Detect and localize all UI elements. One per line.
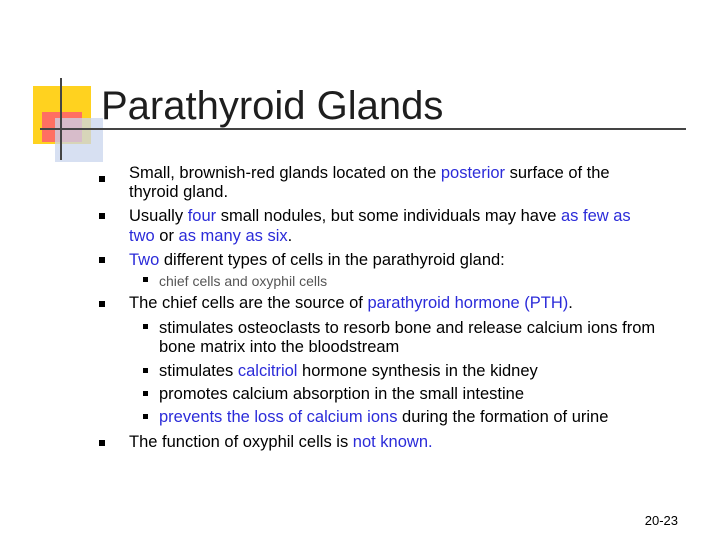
sub-bullet-marker [143, 414, 148, 419]
bullet-marker [99, 440, 105, 446]
text: surface of the [505, 164, 610, 182]
text: small nodules, but some individuals may have [216, 207, 561, 225]
bullet-3-sub-line [159, 271, 327, 291]
text: chief cells [159, 273, 221, 289]
text: thyroid gland. [129, 183, 229, 201]
bullet-4-sub-2-line [159, 361, 538, 381]
text: bone matrix into the bloodstream [159, 338, 400, 356]
bullet-1-line-2 [129, 182, 228, 202]
bullet-1-line-1 [129, 163, 610, 183]
highlight-text: calcitriol [237, 362, 298, 380]
bullet-marker [99, 257, 105, 263]
bullet-marker [99, 213, 105, 219]
text: and [220, 273, 252, 289]
text: different types of cells in the parathyroid gland: [159, 251, 505, 269]
highlight-text: as few as [560, 207, 631, 225]
text: or [154, 227, 179, 245]
highlight-text: posterior [440, 164, 506, 182]
text: Usually [129, 207, 188, 225]
text: promotes calcium absorption in the small intestine [159, 385, 525, 403]
highlight-text: prevents the loss of calcium ions [159, 408, 398, 426]
bullet-4-sub-1-line-2 [159, 337, 399, 357]
text: during the formation of urine [397, 408, 609, 426]
bullet-4-line [129, 293, 573, 313]
bullet-2-line-1 [129, 206, 631, 226]
bullet-marker [99, 301, 105, 307]
bullet-marker [99, 176, 105, 182]
bullet-4-sub-1-line-1 [159, 318, 655, 338]
highlight-text: as many as six [178, 227, 288, 245]
bullet-4-sub-4-line [159, 407, 608, 427]
slide-title: Parathyroid Glands [101, 84, 444, 128]
highlight-text: four [187, 207, 217, 225]
sub-bullet-marker [143, 324, 148, 329]
text: The chief cells are the source of [129, 294, 368, 312]
highlight-text: not known. [352, 433, 433, 451]
bullet-4-sub-3-line [159, 384, 524, 404]
sub-bullet-marker [143, 277, 148, 282]
text: The function of oxyphil cells is [129, 433, 353, 451]
bullet-3-line [129, 250, 505, 270]
highlight-text: two [129, 227, 155, 245]
text: stimulates osteoclasts to resorb bone and release calcium ions from [159, 319, 656, 337]
highlight-text: Two [129, 251, 160, 269]
bullet-5-line [129, 432, 433, 452]
highlight-text: parathyroid hormone (PTH) [367, 294, 569, 312]
bullet-2-line-2 [129, 226, 292, 246]
page-number: 20-23 [644, 513, 678, 528]
text: stimulates [159, 362, 238, 380]
text: hormone synthesis in the kidney [297, 362, 538, 380]
sub-bullet-marker [143, 368, 148, 373]
text: . [287, 227, 293, 245]
sub-bullet-marker [143, 391, 148, 396]
text: . [568, 294, 573, 312]
text: oxyphil cells [251, 273, 328, 289]
text: Small, brownish-red glands located on the [129, 164, 441, 182]
